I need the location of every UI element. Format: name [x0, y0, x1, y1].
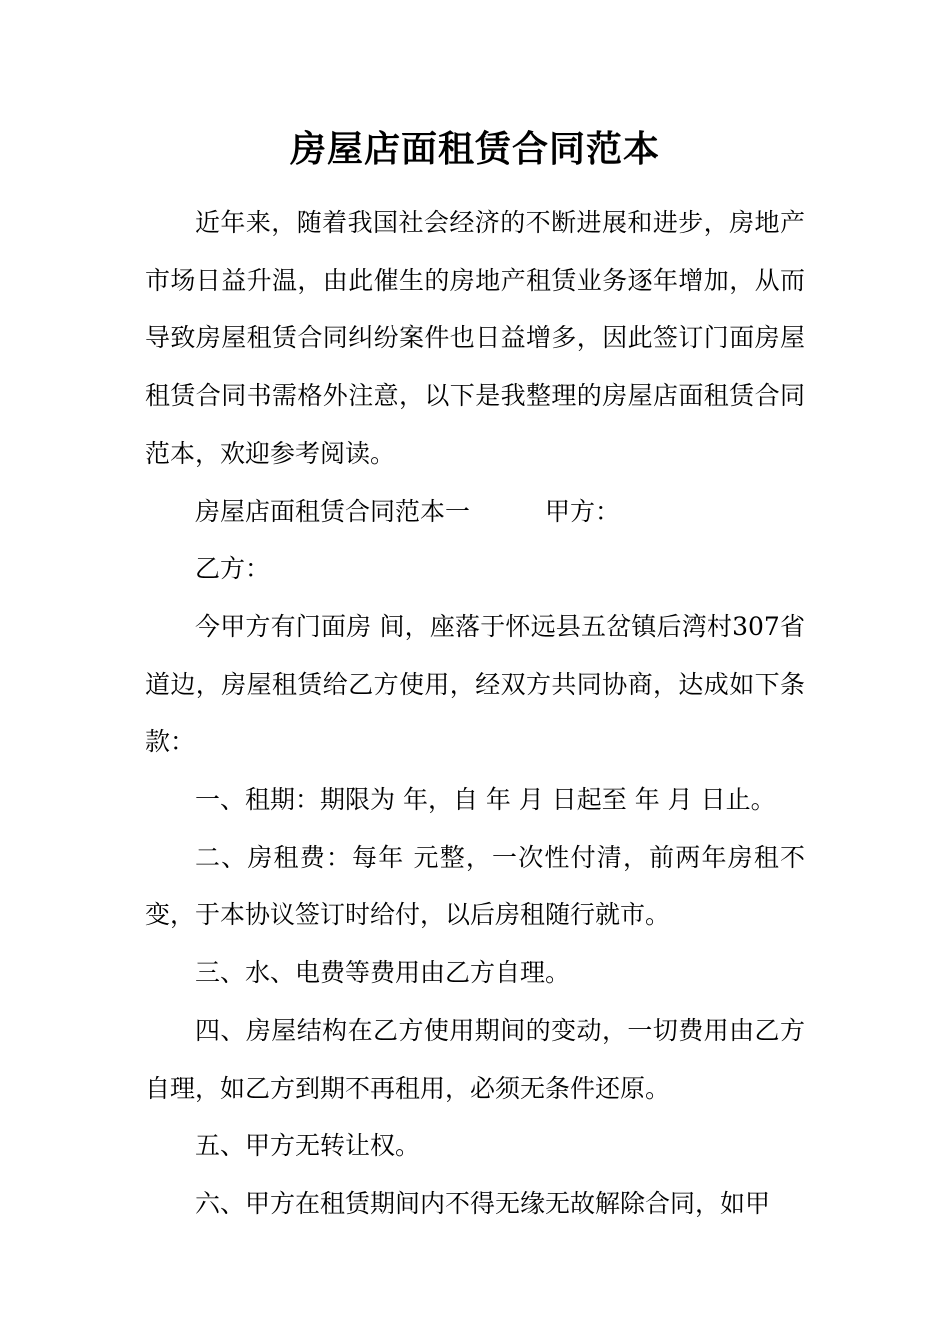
clause-1-lease-term: 一、租期：期限为 年，自 年 月 日起至 年 月 日止。 [195, 785, 776, 815]
party-b-line: 乙方： [195, 554, 271, 584]
clause-2-rent: 二、房租费：每年 元整，一次性付清，前两年房租不变，于本协议签订时给付，以后房租随行就市。 [145, 842, 805, 930]
clause-4-structure: 四、房屋结构在乙方使用期间的变动，一切费用由乙方自理，如乙方到期不再租用，必须无条件还原。 [145, 1015, 805, 1103]
document-title: 房屋店面租赁合同范本 [289, 129, 660, 170]
clause-3-utilities: 三、水、电费等费用由乙方自理。 [195, 958, 571, 988]
contract-heading-party-a: 房屋店面租赁合同范本一 甲方： [195, 496, 621, 526]
premises-paragraph: 今甲方有门面房 间，座落于怀远县五岔镇后湾村307省道边，房屋租赁给乙方使用，经双方共同协商，达成如下条款： [145, 611, 805, 757]
clause-6-termination: 六、甲方在租赁期间内不得无缘无故解除合同，如甲 [195, 1188, 771, 1218]
clause-5-no-transfer: 五、甲方无转让权。 [195, 1131, 421, 1161]
intro-paragraph: 近年来，随着我国社会经济的不断进展和进步，房地产市场日益升温，由此催生的房地产租赁业务逐年增加，从而导致房屋租赁合同纠纷案件也日益增多，因此签订门面房屋租赁合同书需格外注意，以下是我整理的房屋店面租赁合同范本，欢迎参考阅读。 [145, 208, 805, 468]
document-body [145, 194, 805, 1233]
